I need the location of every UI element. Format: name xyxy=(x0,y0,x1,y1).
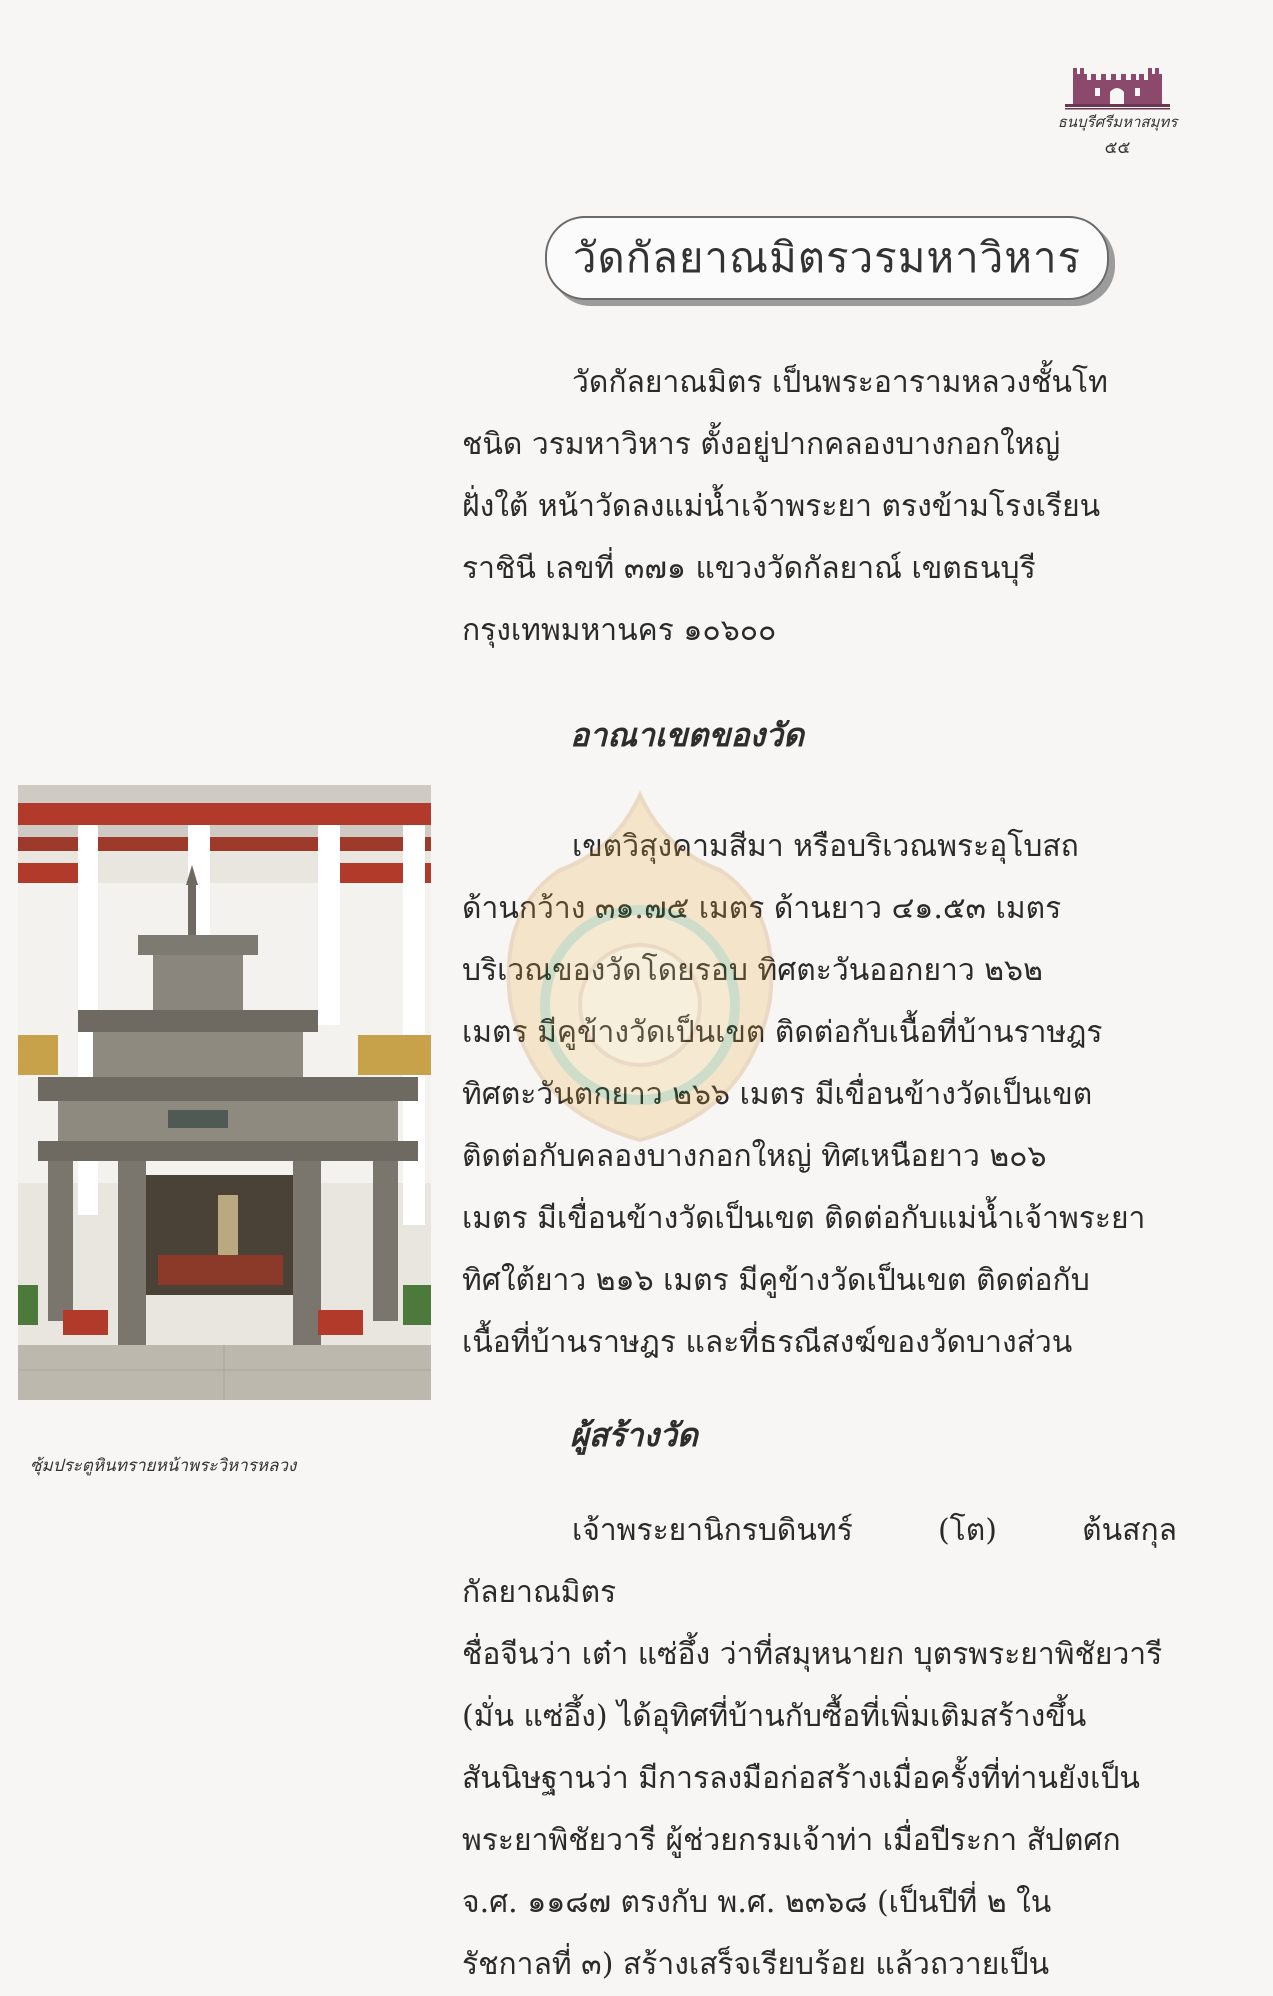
text-line: ชื่อจีนว่า เต๋า แซ่อึ้ง ว่าที่สมุหนายก บุตรพระยาพิชัยวารี xyxy=(462,1637,1163,1672)
text-line: ทิศตะวันตกยาว ๒๖๖ เมตร มีเขื่อนข้างวัดเป็นเขต xyxy=(462,1077,1093,1112)
text-line: (มั่น แซ่อึ้ง) ได้อุทิศที่บ้านกับซื้อที่เพิ่มเติมสร้างขึ้น xyxy=(462,1699,1087,1734)
section-heading-boundaries: อาณาเขตของวัด xyxy=(570,716,804,754)
text-line: ติดต่อกับคลองบางกอกใหญ่ ทิศเหนือยาว ๒๐๖ xyxy=(462,1139,1047,1174)
text-line: เจ้าพระยานิกรบดินทร์ (โต) ต้นสกุลกัลยาณมิตร xyxy=(462,1513,1177,1610)
text-line: ราชินี เลขที่ ๓๗๑ แขวงวัดกัลยาณ์ เขตธนบุรี xyxy=(462,551,1036,586)
page-title: วัดกัลยาณมิตรวรมหาวิหาร xyxy=(572,233,1082,282)
photo-caption: ซุ้มประตูหินทรายหน้าพระวิหารหลวง xyxy=(30,1456,297,1476)
text-line: เนื้อที่บ้านราษฎร และที่ธรณีสงฆ์ของวัดบางส่วน xyxy=(462,1325,1073,1360)
text-line: เมตร มีเขื่อนข้างวัดเป็นเขต ติดต่อกับแม่น้ำเจ้าพระยา xyxy=(462,1201,1146,1236)
founder-paragraph xyxy=(462,1500,1177,1996)
text-line: เมตร มีคูข้างวัดเป็นเขต ติดต่อกับเนื้อที่บ้านราษฎร xyxy=(462,1015,1103,1050)
text-line: จ.ศ. ๑๑๘๗ ตรงกับ พ.ศ. ๒๓๖๘ (เป็นปีที่ ๒ ใน xyxy=(462,1885,1052,1920)
text-line: บริเวณของวัดโดยรอบ ทิศตะวันออกยาว ๒๖๒ xyxy=(462,953,1043,988)
intro-paragraph xyxy=(462,352,1177,662)
text-line: ทิศใต้ยาว ๒๑๖ เมตร มีคูข้างวัดเป็นเขต ติดต่อกับ xyxy=(462,1263,1090,1298)
text-line: พระยาพิชัยวารี ผู้ช่วยกรมเจ้าท่า เมื่อปีระกา สัปตศก xyxy=(462,1823,1121,1858)
text-line: วัดกัลยาณมิตร เป็นพระอารามหลวงชั้นโท xyxy=(572,365,1108,400)
temple-gate-photo xyxy=(18,785,431,1400)
book-title-caption: ธนบุรีศรีมหาสมุทร xyxy=(1057,113,1178,131)
boundaries-paragraph xyxy=(462,816,1177,1374)
section-heading-founder: ผู้สร้างวัด xyxy=(570,1416,698,1454)
text-line: สันนิษฐานว่า มีการลงมือก่อสร้างเมื่อครั้งที่ท่านยังเป็น xyxy=(462,1761,1140,1796)
text-line: ชนิด วรมหาวิหาร ตั้งอยู่ปากคลองบางกอกใหญ่ xyxy=(462,427,1061,462)
text-line: รัชกาลที่ ๓) สร้างเสร็จเรียบร้อย แล้วถวายเป็น xyxy=(462,1947,1050,1982)
title-frame xyxy=(545,216,1109,300)
text-line: ฝั่งใต้ หน้าวัดลงแม่น้ำเจ้าพระยา ตรงข้ามโรงเรียน xyxy=(462,489,1101,524)
text-line: ด้านกว้าง ๓๑.๗๕ เมตร ด้านยาว ๔๑.๕๓ เมตร xyxy=(462,891,1062,926)
page-number: ๕๕ xyxy=(1104,138,1131,158)
text-line: กรุงเทพมหานคร ๑๐๖๐๐ xyxy=(462,613,777,648)
text-line: เขตวิสุงคามสีมา หรือบริเวณพระอุโบสถ xyxy=(572,829,1079,864)
